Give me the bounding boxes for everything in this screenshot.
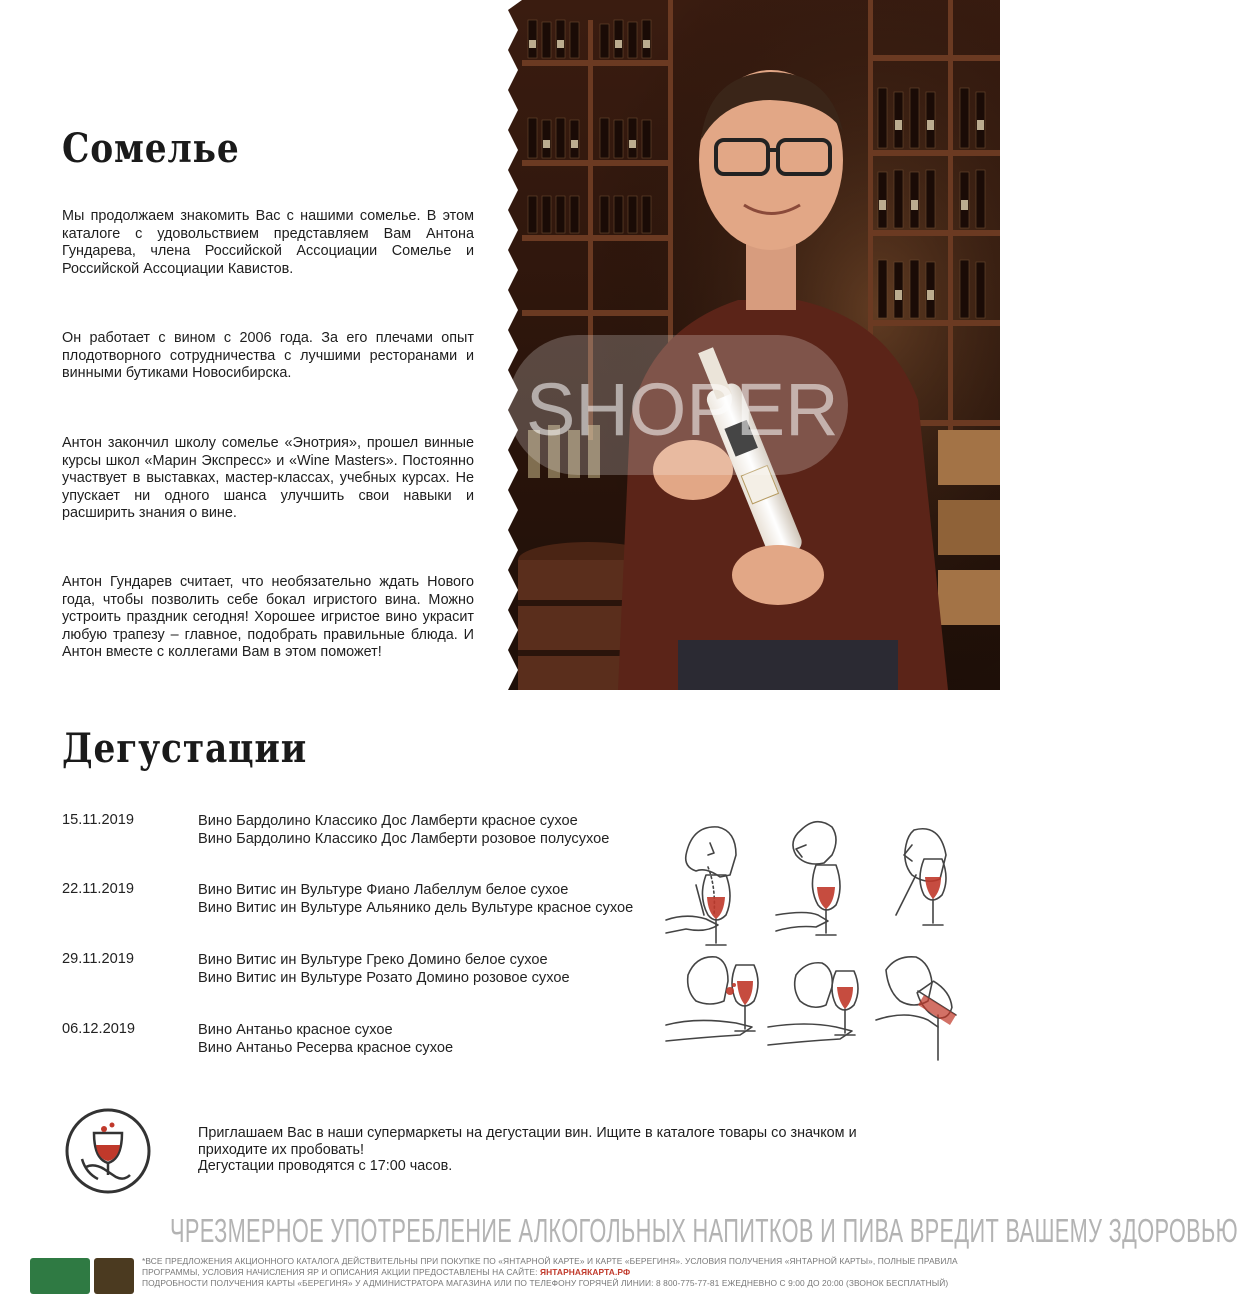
tasting-wines <box>198 1021 698 1057</box>
health-warning: ЧРЕЗМЕРНОЕ УПОТРЕБЛЕНИЕ АЛКОГОЛЬНЫХ НАПИТКОВ И ПИВА ВРЕДИТ ВАШЕМУ ЗДОРОВЬЮ <box>170 1212 1238 1249</box>
wine-name: Вино Витис ин Вультуре Фиано Лабеллум белое сухое <box>198 882 569 898</box>
invitation-line: приходите их пробовать! <box>198 1141 364 1158</box>
wine-tasting-steps-illustration <box>656 815 966 1075</box>
wine-name: Вино Антаньо Ресерва красное сухое <box>198 1040 454 1056</box>
invitation-line: Приглашаем Вас в наши супермаркеты на дегустации вин. Ищите в каталоге товары со значком и <box>198 1125 857 1141</box>
beregina-card-logo <box>30 1258 90 1294</box>
sommelier-paragraph-4: Антон Гундарев считает, что необязательно ждать Нового года, чтобы позволить себе бокал игристого вина. Можно устроить праздник сегодня! Хорошее игристое вино украсит любую трапезу – главное, подобрать правильные блюда. И Антон вместе с коллегами Вам в этом поможет! <box>62 574 474 660</box>
invitation-text <box>198 1125 958 1175</box>
tasting-date: 15.11.2019 <box>62 812 134 828</box>
tasting-wines <box>198 951 698 987</box>
tasting-date: 29.11.2019 <box>62 951 134 967</box>
tasting-wines <box>198 881 698 917</box>
wine-name: Вино Витис ин Вультуре Греко Домино белое сухое <box>198 952 548 968</box>
tasting-date: 22.11.2019 <box>62 881 134 897</box>
wine-name: Вино Антаньо красное сухое <box>198 1022 393 1038</box>
watermark-text: SHOPER <box>526 368 839 451</box>
yantar-card-logo <box>94 1258 134 1294</box>
tasting-wines <box>198 812 698 848</box>
legal-footnote <box>142 1256 982 1289</box>
footnote-line: ПОДРОБНОСТИ ПОЛУЧЕНИЯ КАРТЫ «БЕРЕГИНЯ» У АДМИНИСТРАТОРА МАГАЗИНА ИЛИ ПО ТЕЛЕФОНУ ГОРЯЧЕЙ ЛИНИИ: 8 800-775-77-81 ЕЖЕДНЕВНО С 9:00 ДО 20:00 (ЗВОНОК БЕСПЛАТНЫЙ) <box>142 1278 949 1288</box>
wine-tasting-badge-icon <box>64 1107 152 1195</box>
wine-name: Вино Витис ин Вультуре Альянико дель Вультуре красное сухое <box>198 900 634 916</box>
wine-name: Вино Бардолино Классико Дос Ламберти красное сухое <box>198 813 578 829</box>
tasting-date: 06.12.2019 <box>62 1021 136 1037</box>
tastings-title: Дегустации <box>62 725 308 772</box>
sommelier-title: Сомелье <box>62 125 240 172</box>
site-link[interactable]: ЯНТАРНАЯКАРТА.РФ <box>539 1267 631 1277</box>
sommelier-photo <box>508 0 1000 690</box>
wine-name: Вино Бардолино Классико Дос Ламберти розовое полусухое <box>198 831 610 847</box>
footnote-line: *ВСЕ ПРЕДЛОЖЕНИЯ АКЦИОННОГО КАТАЛОГА ДЕЙСТВИТЕЛЬНЫ ПРИ ПОКУПКЕ ПО «ЯНТАРНОЙ КАРТЕ» И КАРТЕ «БЕРЕГИНЯ». УСЛОВИЯ ПОЛУЧЕНИЯ «ЯНТАРНОЙ КАРТЫ», ПОЛНЫЕ ПРАВИЛА <box>142 1256 958 1266</box>
wine-name: Вино Витис ин Вультуре Розато Домино розовое сухое <box>198 970 570 986</box>
sommelier-paragraph-3: Антон закончил школу сомелье «Энотрия», прошел винные курсы школ «Марин Экспресс» и «Wine Masters». Постоянно участвует в выставках, мастер-классах, учебных курсах. Не упускает ни одного шанса улучшить свои навыки и расширить знания о вине. <box>62 435 474 521</box>
footnote-line: ПРОГРАММЫ, УСЛОВИЯ НАЧИСЛЕНИЯ ЯР И ОПИСАНИЯ АКЦИИ ПРЕДОСТАВЛЕНЫ НА САЙТЕ: ЯНТАРНАЯКАРТА.РФ <box>142 1267 631 1277</box>
sommelier-paragraph-1: Мы продолжаем знакомить Вас с нашими сомелье. В этом каталоге с удовольствием представляем Вам Антона Гундарева, члена Российской Ассоциации Сомелье и Российской Ассоциации Кавистов. <box>62 208 474 277</box>
sommelier-paragraph-2: Он работает с вином с 2006 года. За его плечами опыт плодотворного сотрудничества с лучшими ресторанами и винными бутиками Новосибирска. <box>62 330 474 381</box>
invitation-line: Дегустации проводятся с 17:00 часов. <box>198 1158 453 1175</box>
